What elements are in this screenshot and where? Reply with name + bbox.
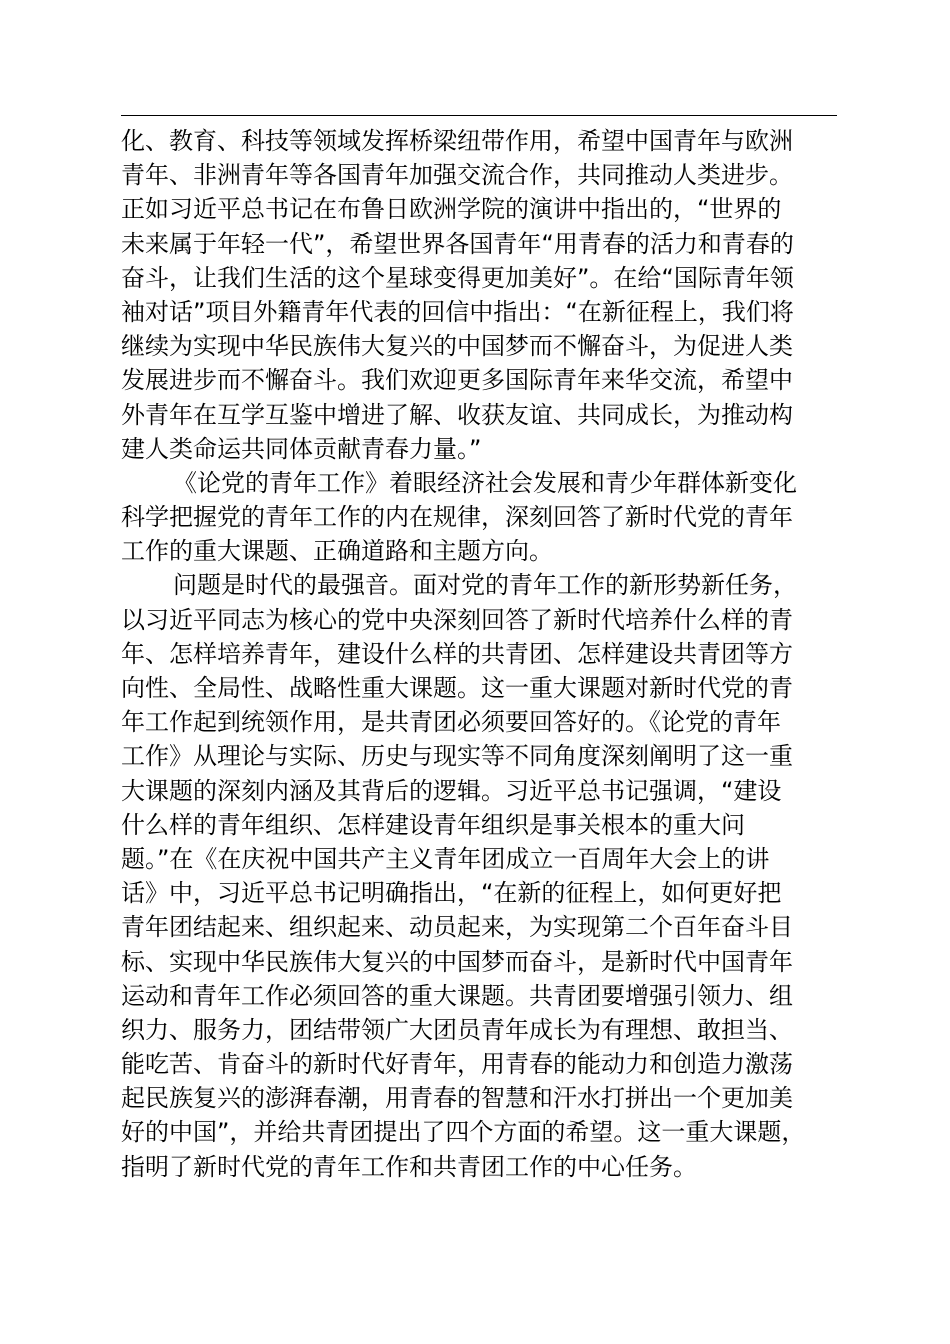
text-line: 年、怎样培养青年，建设什么样的共青团、怎样建设共青团等方 <box>121 639 793 668</box>
text-line: 奋斗，让我们生活的这个星球变得更加美好”。在给“国际青年领 <box>121 263 794 292</box>
text-line: 青年团结起来、组织起来、动员起来，为实现第二个百年奋斗目 <box>121 913 793 942</box>
text-line: 标、实现中华民族伟大复兴的中国梦而奋斗，是新时代中国青年 <box>121 947 793 976</box>
text-line: 好的中国”，并给共青团提出了四个方面的希望。这一重大课题， <box>121 1118 806 1147</box>
text-line: 向性、全局性、战略性重大课题。这一重大课题对新时代党的青 <box>121 674 793 702</box>
text-line: 织力、服务力，团结带领广大团员青年成长为有理想、敢担当、 <box>121 1015 793 1044</box>
text-line: 大课题的深刻内涵及其背后的逻辑。习近平总书记强调，“建设 <box>121 776 782 805</box>
text-line: 未来属于年轻一代”，希望世界各国青年“用青春的活力和青春的 <box>121 229 794 258</box>
text-line: 袖对话”项目外籍青年代表的回信中指出：“在新征程上，我们将 <box>121 297 794 326</box>
paragraph-first-line: 问题是时代的最强音。面对党的青年工作的新形势新任务， <box>173 571 797 600</box>
text-line: 运动和青年工作必须回答的重大课题。共青团要增强引领力、组 <box>121 981 793 1010</box>
text-line: 什么样的青年组织、怎样建设青年组织是事关根本的重大问 <box>121 810 745 839</box>
text-line: 化、教育、科技等领域发挥桥梁纽带作用，希望中国青年与欧洲 <box>121 127 793 155</box>
text-line: 科学把握党的青年工作的内在规律，深刻回答了新时代党的青年 <box>121 503 793 532</box>
text-line: 题。”在《在庆祝中国共产主义青年团成立一百周年大会上的讲 <box>121 844 770 873</box>
header-rule <box>121 115 837 116</box>
text-line: 青年、非洲青年等各国青年加强交流合作，共同推动人类进步。 <box>121 161 793 190</box>
text-line: 建人类命运共同体贡献青春力量。” <box>121 434 482 463</box>
text-line: 继续为实现中华民族伟大复兴的中国梦而不懈奋斗，为促进人类 <box>121 332 793 361</box>
document-body <box>121 124 841 1184</box>
text-line: 能吃苦、肯奋斗的新时代好青年，用青春的能动力和创造力激荡 <box>121 1050 793 1079</box>
text-line: 指明了新时代党的青年工作和共青团工作的中心任务。 <box>121 1152 697 1181</box>
text-line: 工作》从理论与实际、历史与现实等不同角度深刻阐明了这一重 <box>121 742 793 771</box>
text-line: 外青年在互学互鉴中增进了解、收获友谊、共同成长，为推动构 <box>121 400 793 429</box>
paragraph-first-line: 《论党的青年工作》着眼经济社会发展和青少年群体新变化 <box>173 468 797 497</box>
text-line: 工作的重大课题、正确道路和主题方向。 <box>121 537 553 566</box>
text-line: 以习近平同志为核心的党中央深刻回答了新时代培养什么样的青 <box>121 605 793 634</box>
text-line: 年工作起到统领作用，是共青团必须要回答好的。《论党的青年 <box>121 708 781 737</box>
text-line: 起民族复兴的澎湃春潮，用青春的智慧和汗水打拼出一个更加美 <box>121 1084 793 1113</box>
text-line: 正如习近平总书记在布鲁日欧洲学院的演讲中指出的，“世界的 <box>121 195 782 224</box>
text-line: 话》中，习近平总书记明确指出，“在新的征程上，如何更好把 <box>121 879 782 908</box>
text-line: 发展进步而不懈奋斗。我们欢迎更多国际青年来华交流，希望中 <box>121 366 793 395</box>
